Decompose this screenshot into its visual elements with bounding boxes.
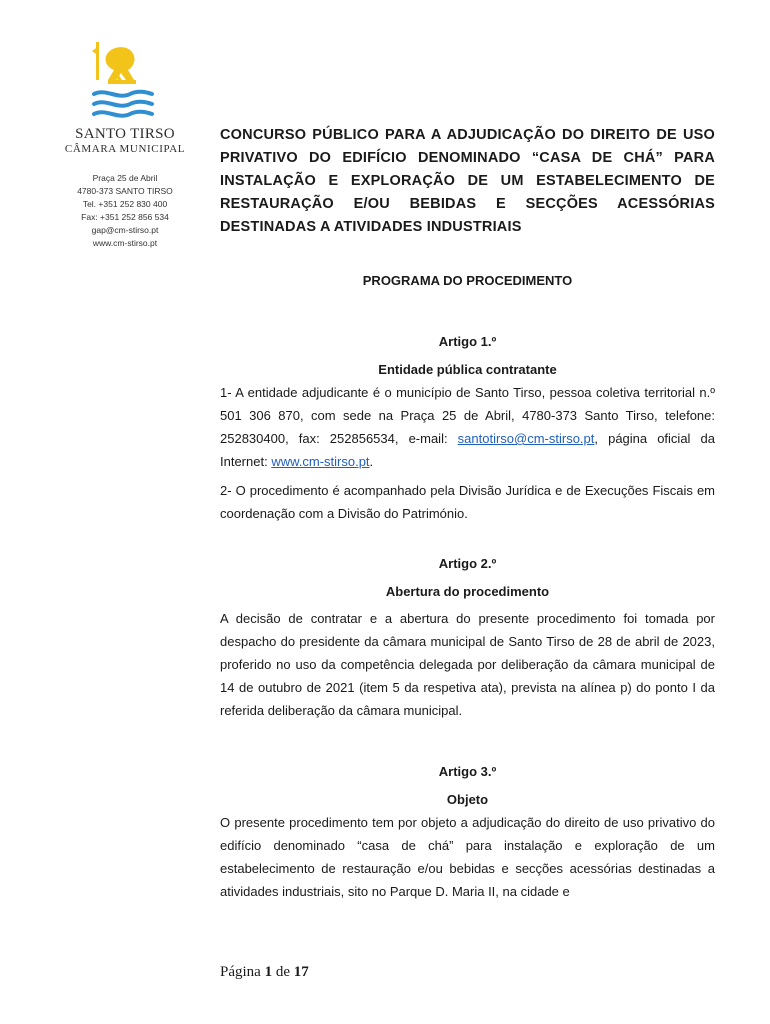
contact-address: Praça 25 de Abril (92, 173, 158, 183)
article-2-number: Artigo 2.º (438, 556, 497, 571)
contact-postal: 4780-373 SANTO TIRSO (77, 186, 173, 196)
document-title: CONCURSO PÚBLICO PARA A ADJUDICAÇÃO DO DIREITO DE USO PRIVATIVO DO EDIFÍCIO DENOMINADO “CASA DE CHÁ” PARA INSTALAÇÃO E EXPLORAÇÃO DE UM ESTABELECIMENTO DE RESTAURAÇÃO E/OU BEBIDAS E SECÇÕES ACESSÓRIAS DESTINADAS A ATIVIDADES INDUSTRIAIS (220, 127, 715, 235)
municipality-logo (88, 40, 158, 126)
contact-fax: Fax: +351 252 856 534 (81, 212, 169, 222)
footer-separator: de (275, 964, 290, 980)
contact-email: gap@cm-stirso.pt (91, 225, 159, 235)
contact-tel: Tel. +351 252 830 400 (82, 199, 168, 209)
footer-current-page: 1 (264, 964, 273, 980)
article-3 (220, 762, 715, 903)
article-3-heading: Objeto (446, 792, 489, 807)
document-body (220, 124, 715, 903)
municipality-name (60, 126, 190, 156)
footer-label: Página (220, 964, 261, 980)
email-link[interactable]: santotirso@cm-stirso.pt (457, 431, 595, 446)
footer-total-pages: 17 (293, 964, 309, 980)
website-link[interactable]: www.cm-stirso.pt (271, 454, 370, 469)
article-1-heading: Entidade pública contratante (378, 362, 557, 377)
article-1-paragraph-1 (220, 381, 715, 473)
article-1-paragraph-1-end: . (369, 454, 374, 469)
article-1-number: Artigo 1.º (438, 334, 497, 349)
article-3-number: Artigo 3.º (438, 764, 497, 779)
article-1-paragraph-2: 2- O procedimento é acompanhado pela Divisão Jurídica e de Execuções Fiscais em coordenação com a Divisão do Património. (220, 483, 715, 521)
municipality-name-line1: SANTO TIRSO (75, 126, 175, 142)
article-2 (220, 554, 715, 722)
article-1-paragraph-1-mid: , página oficial da Internet: (220, 431, 715, 469)
page-footer (220, 964, 309, 981)
article-3-paragraph-1: O presente procedimento tem por objeto a adjudicação do direito de uso privativo do edifício denominado “casa de chá” para instalação e exploração de um estabelecimento de restauração e/ou bebidas e secções acessórias destinadas a atividades industriais, sito no Parque D. Maria II, na cidade e (220, 815, 715, 899)
article-1 (220, 332, 715, 525)
article-2-paragraph-1: A decisão de contratar e a abertura do presente procedimento foi tomada por despacho do presidente da câmara municipal de Santo Tirso de 28 de abril de 2023, proferido no uso da competência delegada por deliberação da câmara municipal de 14 de outubro de 2021 (item 5 da respetiva ata), prevista na alínea p) do ponto I da referida deliberação da câmara municipal. (220, 611, 715, 718)
municipality-name-line2: CÂMARA MUNICIPAL (64, 143, 186, 155)
contact-web: www.cm-stirso.pt (92, 238, 158, 248)
article-2-heading: Abertura do procedimento (385, 584, 550, 599)
document-subtitle: PROGRAMA DO PROCEDIMENTO (362, 273, 573, 288)
article-1-paragraph-1-text: 1- A entidade adjudicante é o município de Santo Tirso, pessoa coletiva territorial n.º 501 306 870, com sede na Praça 25 de Abril, 4780-373 Santo Tirso, telefone: 252830400, fax: 252856534, e-mail: (220, 385, 715, 446)
contact-block (60, 172, 190, 250)
